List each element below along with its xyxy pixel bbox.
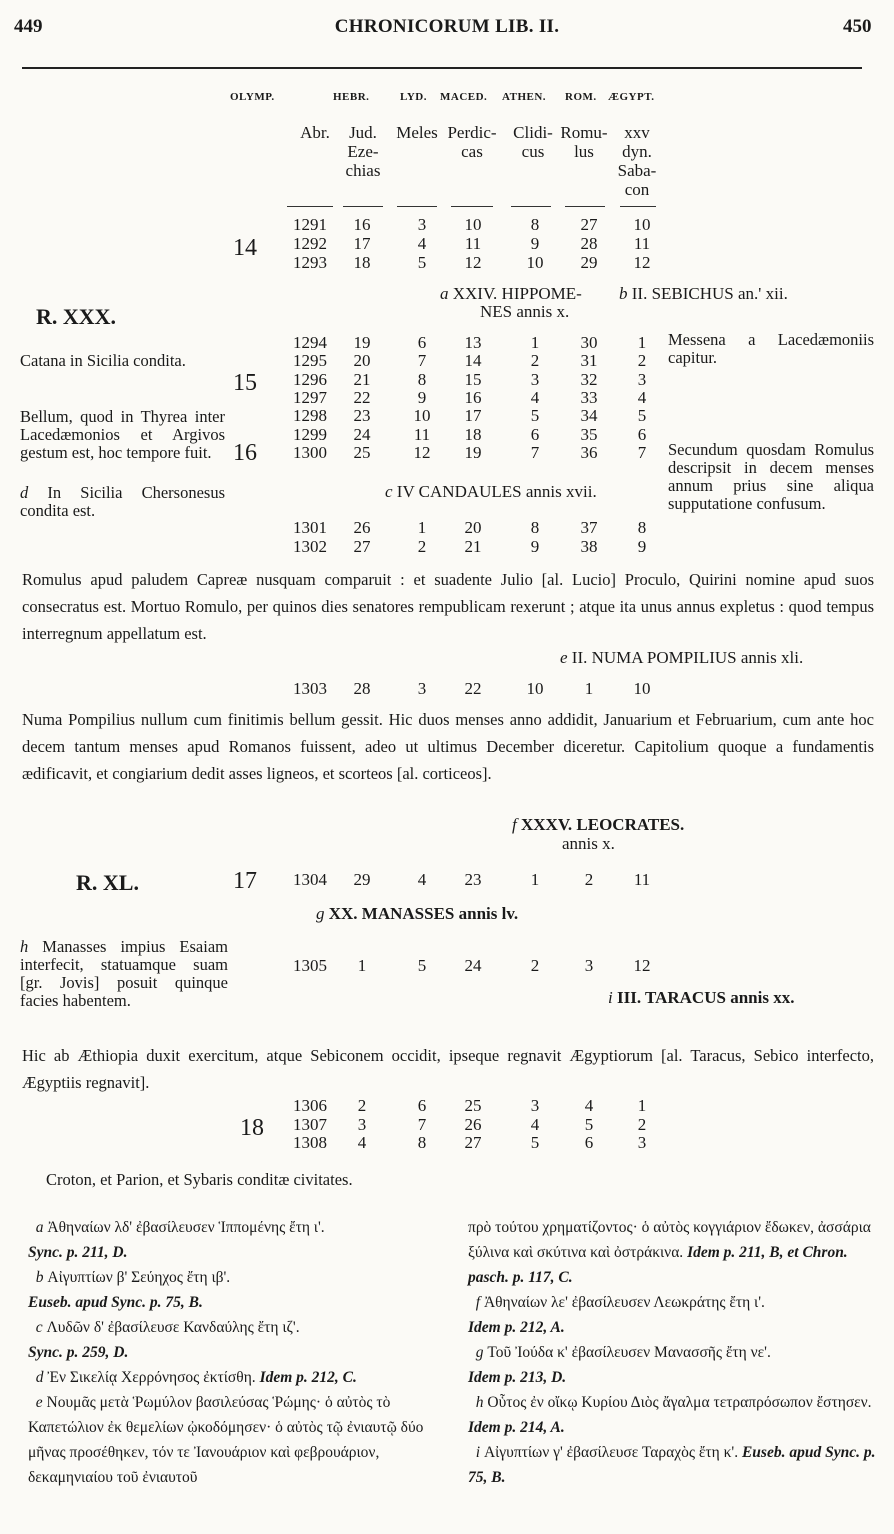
table-cell: 28 xyxy=(580,234,598,253)
reign-heading: g XX. MANASSES annis lv. xyxy=(316,904,519,923)
col-header-lyd: LYD. xyxy=(400,91,427,103)
table-cell: 2 xyxy=(357,1096,367,1115)
table-cell: 11 xyxy=(413,424,431,444)
table-cell: 4 xyxy=(417,234,427,253)
table-cell: 2 xyxy=(417,536,427,556)
table-cell: 23 xyxy=(464,870,482,889)
table-cell-year: 1295 xyxy=(293,351,327,371)
table-cell-year: 1298 xyxy=(293,406,327,426)
margin-note: Bellum, quod in Thyrea inter Lacedæmonios et Argivos gestum est, hoc tempore fuit. xyxy=(20,407,225,462)
reign-heading: i III. TARACUS annis xx. xyxy=(608,988,795,1007)
table-cell: 10 xyxy=(464,215,482,234)
table-cell-year: 1293 xyxy=(293,253,327,272)
table-cell: 28 xyxy=(353,679,371,698)
table-cell: 3 xyxy=(584,956,594,975)
table-cell: 5 xyxy=(530,406,540,426)
sub-header-romulus: Romu- lus xyxy=(560,123,608,161)
footnote-d: d Ἐν Σικελίᾳ Χερρόνησος ἐκτίσθη. Idem p. 212, C. xyxy=(35,1369,357,1386)
table-cell: 32 xyxy=(580,369,598,389)
table-cell: 2 xyxy=(637,1114,647,1134)
table-cell: 11 xyxy=(633,234,651,253)
sub-header-clidicus: Clidi- cus xyxy=(513,123,553,161)
sub-header-abr: Abr. xyxy=(300,123,330,142)
footnote-f: f Ἀθηναίων λε' ἐβασίλευσεν Λεωκράτης ἔτη ι'. xyxy=(475,1294,765,1311)
table-cell: 22 xyxy=(353,387,371,407)
table-cell: 14 xyxy=(464,351,482,371)
table-cell: 20 xyxy=(353,351,371,371)
table-cell: 2 xyxy=(530,956,540,975)
table-cell: 15 xyxy=(464,369,482,389)
table-cell: 16 xyxy=(353,215,371,234)
page-number-right: 450 xyxy=(843,16,872,37)
table-cell: 4 xyxy=(637,387,647,407)
footnote-g: g Τοῦ Ἰούδα κ' ἐβασίλευσεν Μανασσῆς ἔτη νε'. xyxy=(475,1344,771,1361)
rome-year-marker: R. XXX. xyxy=(36,304,117,329)
col-header-athen: ATHEN. xyxy=(502,91,547,103)
table-cell: 7 xyxy=(417,351,427,371)
table-cell: 3 xyxy=(637,1133,647,1152)
col-header-maced: MACED. xyxy=(440,91,488,103)
table-cell: 29 xyxy=(580,253,598,272)
table-cell: 9 xyxy=(417,387,427,407)
table-cell: 27 xyxy=(353,536,371,556)
margin-note: Secundum quosdam Romulus descripsit in decem menses annum prius sine aliqua supputatione confusum. xyxy=(668,440,874,513)
table-cell: 10 xyxy=(413,406,431,426)
sub-header-meles: Meles xyxy=(396,123,438,142)
reign-heading: c IV CANDAULES annis xvii. xyxy=(385,482,597,501)
table-cell: 10 xyxy=(633,215,651,234)
olympiad-number: 14 xyxy=(233,235,257,261)
footnote-i: i Αἰγυπτίων γ' ἐβασίλευσε Ταραχὸς ἔτη κ'. Euseb. apud Sync. p. 75, B. xyxy=(468,1444,876,1486)
table-cell: 9 xyxy=(637,536,647,556)
table-cell: 7 xyxy=(417,1114,427,1134)
table-cell: 21 xyxy=(464,536,482,556)
header-dash xyxy=(451,206,493,207)
sub-header-jud: Jud. Eze- chias xyxy=(345,123,381,180)
table-cell: 8 xyxy=(530,215,540,234)
table-cell-year: 1304 xyxy=(293,870,327,889)
table-cell: 30 xyxy=(580,333,598,352)
table-cell: 4 xyxy=(417,870,427,889)
table-cell: 1 xyxy=(530,870,540,889)
table-cell: 3 xyxy=(417,215,427,234)
footnote-a: a Ἀθηναίων λδ' ἐβασίλευσεν Ἱππομένης ἔτη ι'. xyxy=(35,1219,325,1236)
table-cell: 4 xyxy=(530,387,540,407)
table-cell-year: 1306 xyxy=(293,1096,327,1115)
table-cell-year: 1302 xyxy=(293,536,327,556)
table-cell: 8 xyxy=(530,518,540,537)
table-cell: 36 xyxy=(580,442,598,462)
table-cell: 29 xyxy=(353,870,371,889)
olympiad-number: 17 xyxy=(233,868,257,894)
footnote-e: e Νουμᾶς μετὰ Ῥωμύλον βασιλεύσας Ῥώμης· ὁ αὐτὸς τὸ Καπετώλιον ἐκ θεμελίων ᾠκοδόμησεν· ὁ αὐτὸς τῷ ἐνιαυτῷ δύο μῆνας προσέθηκεν, τόν τε Ἰανουάριον καὶ φεβρουάριον, δεκαμηνιαίου τοῦ ἐνιαυτοῦ xyxy=(28,1394,424,1486)
table-cell-year: 1305 xyxy=(293,956,327,975)
col-header-rom: ROM. xyxy=(565,91,597,103)
footnote-c: c Λυδῶν δ' ἐβασίλευσε Κανδαύλης ἔτη ιζ'. xyxy=(35,1319,300,1336)
table-cell: 24 xyxy=(353,424,371,444)
olympiad-number: 15 xyxy=(233,370,257,396)
table-cell: 6 xyxy=(637,424,647,444)
olympiad-number: 16 xyxy=(233,440,257,466)
footnote-b: b Αἰγυπτίων β' Σεύηχος ἔτη ιβ'. xyxy=(35,1269,231,1286)
footnotes-right: πρὸ τούτου χρηματίζοντος· ὁ αὐτὸς κογγιάριον ἔδωκεν, ἀσσάρια ξύλινα καὶ σκύτινα καὶ ὀστράκινα. Idem p. 211, B, et Chron. pasch. p. 117, C. f Ἀθηναίων λε' ἐβασίλευσεν Λεωκράτης ἔτη ι'. Idem p. 212, A. g Τοῦ Ἰούδα κ' ἐβασίλευσεν Μανασσῆς ἔτη νε'. Idem p. 213, D. h Οὗτος ἐν οἴκῳ Κυρίου Διὸς ἄγαλμα τετραπρόσωπον ἔστησεν. Idem p. 214, A. i Αἰγυπτίων γ' ἐβασίλευσε Ταραχὸς ἔτη κ'. Euseb. apud Sync. p. 75, B. xyxy=(468,1215,880,1490)
table-cell: 7 xyxy=(530,442,540,462)
table-cell: 6 xyxy=(530,424,540,444)
sub-header-xxv: xxv dyn. Saba- con xyxy=(617,123,657,199)
reign-heading: b II. SEBICHUS an.' xii. xyxy=(619,284,788,303)
table-cell: 17 xyxy=(353,234,371,253)
table-cell: 18 xyxy=(353,253,371,272)
header-dash xyxy=(397,206,437,207)
table-cell-year: 1294 xyxy=(293,333,327,352)
margin-note: h Manasses impius Esaiam interfecit, statuamque suam [gr. Jovis] posuit quinque facies habentem. xyxy=(20,937,228,1010)
paragraph-croton: Croton, et Parion, et Sybaris conditæ civitates. xyxy=(46,1170,353,1189)
col-header-olymp: OLYMP. xyxy=(230,91,275,103)
table-cell: 26 xyxy=(353,518,371,537)
table-cell: 6 xyxy=(584,1133,594,1152)
table-cell: 5 xyxy=(530,1133,540,1152)
table-cell: 26 xyxy=(464,1114,482,1134)
table-cell-year: 1307 xyxy=(293,1114,327,1134)
table-cell: 6 xyxy=(417,333,427,352)
table-cell: 31 xyxy=(580,351,598,371)
table-cell: 18 xyxy=(464,424,482,444)
olympiad-number: 18 xyxy=(240,1115,264,1141)
footnotes-left: a Ἀθηναίων λδ' ἐβασίλευσεν Ἱππομένης ἔτη ι'. Sync. p. 211, D. b Αἰγυπτίων β' Σεύηχος ἔτη ιβ'. Euseb. apud Sync. p. 75, B. c Λυδῶν δ' ἐβασίλευσε Κανδαύλης ἔτη ιζ'. Sync. p. 259, D. d Ἐν Σικελίᾳ Χερρόνησος ἐκτίσθη. Idem p. 212, C. e Νουμᾶς μετὰ Ῥωμύλον βασιλεύσας Ῥώμης· ὁ αὐτὸς τὸ Καπετώλιον ἐκ θεμελίων ᾠκοδόμησεν· ὁ αὐτὸς τῷ ἐνιαυτῷ δύο μῆνας προσέθηκεν, τόν τε Ἰανουάριον καὶ φεβρουάριον, δεκαμηνιαίου τοῦ ἐνιαυτοῦ xyxy=(28,1215,448,1490)
margin-note: d In Sicilia Chersonesus condita est. xyxy=(20,483,225,520)
table-cell: 35 xyxy=(580,424,598,444)
table-cell: 3 xyxy=(417,679,427,698)
running-title: CHRONICORUM LIB. II. xyxy=(334,16,560,37)
table-cell-year: 1292 xyxy=(293,234,327,253)
margin-note: Catana in Sicilia condita. xyxy=(20,351,186,370)
col-header-hebr: HEBR. xyxy=(333,91,370,103)
table-cell: 4 xyxy=(530,1114,540,1134)
table-cell: 11 xyxy=(464,234,482,253)
table-cell: 3 xyxy=(357,1114,367,1134)
table-cell: 2 xyxy=(637,351,647,371)
table-cell: 10 xyxy=(526,679,544,698)
table-cell: 25 xyxy=(464,1096,482,1115)
col-header-aegypt: ÆGYPT. xyxy=(608,91,655,103)
table-cell-year: 1296 xyxy=(293,369,327,389)
paragraph-romulus: Romulus apud paludem Capreæ nusquam comparuit : et suadente Julio [al. Lucio] Proculo, Quirini nomine apud suos consecratus est. Mortuo Romulo, per quinos dies senatores rempublicam rexerunt ; atque ita unus annus expletus : quod tempus interregnum appellatum est. xyxy=(22,570,874,643)
table-cell: 5 xyxy=(637,406,647,426)
reign-heading: annis x. xyxy=(562,834,615,853)
reign-heading: NES annis x. xyxy=(480,302,570,321)
table-cell-year: 1297 xyxy=(293,387,327,407)
table-cell: 9 xyxy=(530,234,540,253)
table-cell: 2 xyxy=(584,870,594,889)
table-cell: 9 xyxy=(530,536,540,556)
sub-header-perdiccas: Perdic- cas xyxy=(447,123,497,161)
table-cell-year: 1308 xyxy=(293,1133,327,1152)
table-cell: 33 xyxy=(580,387,598,407)
header-rule xyxy=(22,67,862,69)
table-cell: 12 xyxy=(413,442,431,462)
rome-year-marker: R. XL. xyxy=(76,870,139,895)
table-cell: 21 xyxy=(353,369,371,389)
table-cell: 8 xyxy=(417,1133,427,1152)
table-cell: 16 xyxy=(464,387,482,407)
table-cell: 3 xyxy=(637,369,647,389)
table-cell: 1 xyxy=(417,518,427,537)
table-cell-year: 1299 xyxy=(293,424,327,444)
reign-heading: f XXXV. LEOCRATES. xyxy=(512,815,685,834)
paragraph-aethiopia: Hic ab Æthiopia duxit exercitum, atque Sebiconem occidit, ipseque regnavit Ægyptiorum [al. Taracus, Sebico interfecto, Ægyptiis regnavit]. xyxy=(22,1046,874,1092)
table-cell: 37 xyxy=(580,518,598,537)
table-cell: 19 xyxy=(464,442,482,462)
header-dash xyxy=(620,206,656,207)
table-cell: 1 xyxy=(637,333,647,352)
reign-heading: a XXIV. HIPPOME- xyxy=(440,284,582,303)
header-dash xyxy=(511,206,551,207)
table-cell: 8 xyxy=(637,518,647,537)
table-cell: 8 xyxy=(417,369,427,389)
table-cell: 23 xyxy=(353,406,371,426)
table-cell: 34 xyxy=(580,406,598,426)
table-cell: 27 xyxy=(464,1133,482,1152)
table-cell: 24 xyxy=(464,956,482,975)
header-dash xyxy=(565,206,605,207)
table-cell: 1 xyxy=(637,1096,647,1115)
table-cell: 20 xyxy=(464,518,482,537)
header-dash xyxy=(287,206,333,207)
table-cell: 22 xyxy=(464,679,482,698)
table-cell-year: 1303 xyxy=(293,679,327,698)
table-cell: 38 xyxy=(580,536,598,556)
table-cell: 10 xyxy=(526,253,544,272)
table-cell-year: 1301 xyxy=(293,518,327,537)
table-cell: 12 xyxy=(464,253,482,272)
table-cell: 7 xyxy=(637,442,647,462)
table-cell: 3 xyxy=(530,1096,540,1115)
reign-heading: e II. NUMA POMPILIUS annis xli. xyxy=(560,648,804,667)
table-cell: 10 xyxy=(633,679,651,698)
table-cell: 1 xyxy=(357,956,367,975)
table-cell: 4 xyxy=(357,1133,367,1152)
table-cell: 5 xyxy=(417,253,427,272)
margin-note: Messena a Lacedæmoniis capitur. xyxy=(668,330,874,367)
page-number-left: 449 xyxy=(14,16,43,37)
table-cell: 17 xyxy=(464,406,482,426)
table-cell: 1 xyxy=(530,333,540,352)
footnote-h: h Οὗτος ἐν οἴκῳ Κυρίου Διὸς ἄγαλμα τετραπρόσωπον ἔστησεν. Idem p. 214, A. xyxy=(468,1394,872,1436)
table-cell: 4 xyxy=(584,1096,594,1115)
table-cell: 2 xyxy=(530,351,540,371)
table-cell: 11 xyxy=(633,870,651,889)
table-cell: 5 xyxy=(584,1114,594,1134)
table-cell-year: 1300 xyxy=(293,442,327,462)
paragraph-numa: Numa Pompilius nullum cum finitimis bellum gessit. Hic duos menses anno addidit, Januarium et Februarium, cum ante hoc decem tantum menses apud Romanos fuissent, adeo ut ultimus December diceretur. Capitolium quoque a fundamentis ædificavit, et congiarium dedit asses ligneos, et scorteos [al. corticeos]. xyxy=(22,710,874,783)
table-cell: 13 xyxy=(464,333,482,352)
table-cell-year: 1291 xyxy=(293,215,327,234)
table-cell: 19 xyxy=(353,333,371,352)
table-cell: 6 xyxy=(417,1096,427,1115)
table-cell: 12 xyxy=(633,956,651,975)
table-cell: 25 xyxy=(353,442,371,462)
table-cell: 5 xyxy=(417,956,427,975)
header-dash xyxy=(343,206,383,207)
table-cell: 12 xyxy=(633,253,651,272)
table-cell: 1 xyxy=(584,679,594,698)
table-cell: 3 xyxy=(530,369,540,389)
table-cell: 27 xyxy=(580,215,598,234)
